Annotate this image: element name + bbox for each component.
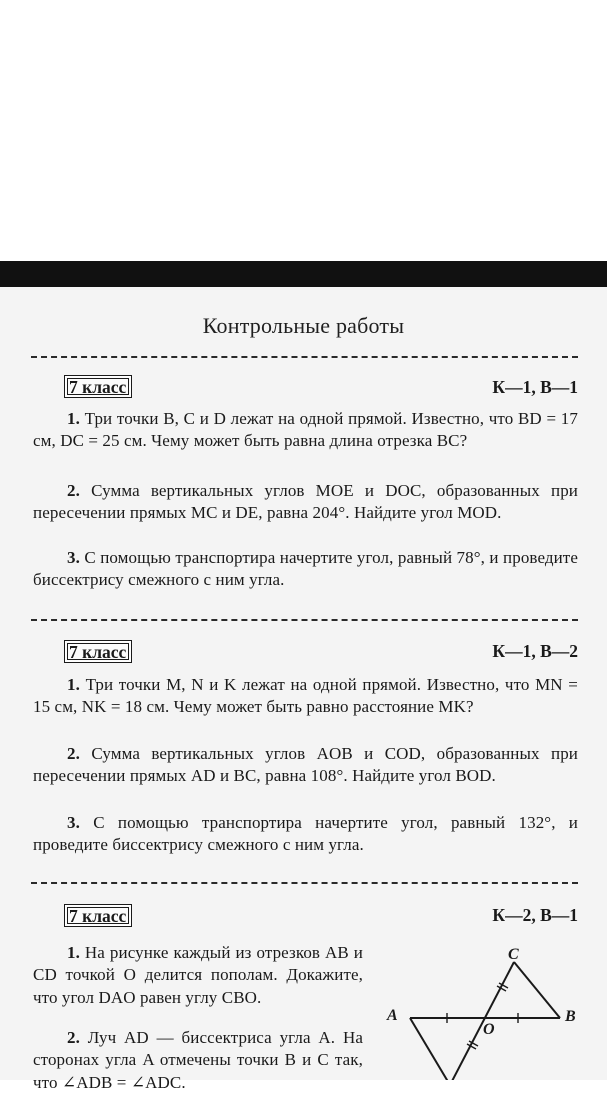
- task-item: [33, 942, 363, 1009]
- section-divider: [31, 882, 578, 884]
- task-number: 2.: [67, 481, 80, 500]
- segment-ad: [410, 1018, 450, 1080]
- task-item: [33, 674, 578, 719]
- task-item: [33, 480, 578, 525]
- task-number: 2.: [67, 744, 80, 763]
- segment-cb: [514, 962, 560, 1018]
- point-label-o: O: [483, 1021, 495, 1038]
- task-text: С помощью транспортира начертите угол, равный 132°, и проведите биссектрису смежного с ним угла.: [33, 813, 578, 855]
- point-label-a: A: [387, 1007, 398, 1024]
- section-divider: [31, 619, 578, 621]
- task-item: [33, 812, 578, 857]
- task-text: Три точки M, N и K лежат на одной прямой. Известно, что MN = 15 см, NK = 18 см. Чему может быть равно расстояние MK?: [33, 675, 578, 717]
- task-text: Три точки B, C и D лежат на одной прямой. Известно, что BD = 17 см, DC = 25 см. Чему может быть равна длина отрезка BC?: [33, 409, 578, 451]
- variant-label: К—1, В—2: [492, 641, 578, 661]
- task-number: 1.: [67, 943, 80, 962]
- variant-label: К—2, В—1: [492, 905, 578, 925]
- point-label-b: B: [565, 1008, 576, 1025]
- class-label-box: 7 класс: [64, 640, 132, 663]
- task-number: 3.: [67, 813, 80, 832]
- task-number: 1.: [67, 675, 80, 694]
- point-label-c: C: [508, 946, 519, 963]
- task-item: [33, 408, 578, 453]
- section-divider: [31, 356, 578, 358]
- task-text: Сумма вертикальных углов MOE и DOC, образованных при пересечении прямых MC и DE, равна 204°. Найдите угол MOD.: [33, 481, 578, 523]
- geometry-figure: [380, 940, 580, 1080]
- task-text: С помощью транспортира начертите угол, равный 78°, и проведите биссектрису смежного с ним угла.: [33, 548, 578, 590]
- tick-marks: [447, 983, 518, 1049]
- task-number: 3.: [67, 548, 80, 567]
- class-label-box: 7 класс: [64, 904, 132, 927]
- task-item: [33, 547, 578, 592]
- task-item: [33, 1027, 363, 1094]
- class-label-box: 7 класс: [64, 375, 132, 398]
- task-text: На рисунке каждый из отрезков AB и CD точкой O делится пополам. Докажите, что угол DAO равен углу CBO.: [33, 943, 363, 1007]
- task-text: Сумма вертикальных углов AOB и COD, образованных при пересечении прямых AD и BC, равна 108°. Найдите угол BOD.: [33, 744, 578, 786]
- page-title: Контрольные работы: [202, 313, 405, 338]
- top-dark-band: [0, 261, 607, 287]
- task-number: 2.: [67, 1028, 80, 1047]
- variant-label: К—1, В—1: [492, 377, 578, 397]
- task-number: 1.: [67, 409, 80, 428]
- segment-cd: [450, 962, 514, 1080]
- task-item: [33, 743, 578, 788]
- task-text: Луч AD — биссектриса угла A. На сторонах угла A отмечены точки B и C так, что ∠ADB = ∠ADC.: [33, 1028, 363, 1092]
